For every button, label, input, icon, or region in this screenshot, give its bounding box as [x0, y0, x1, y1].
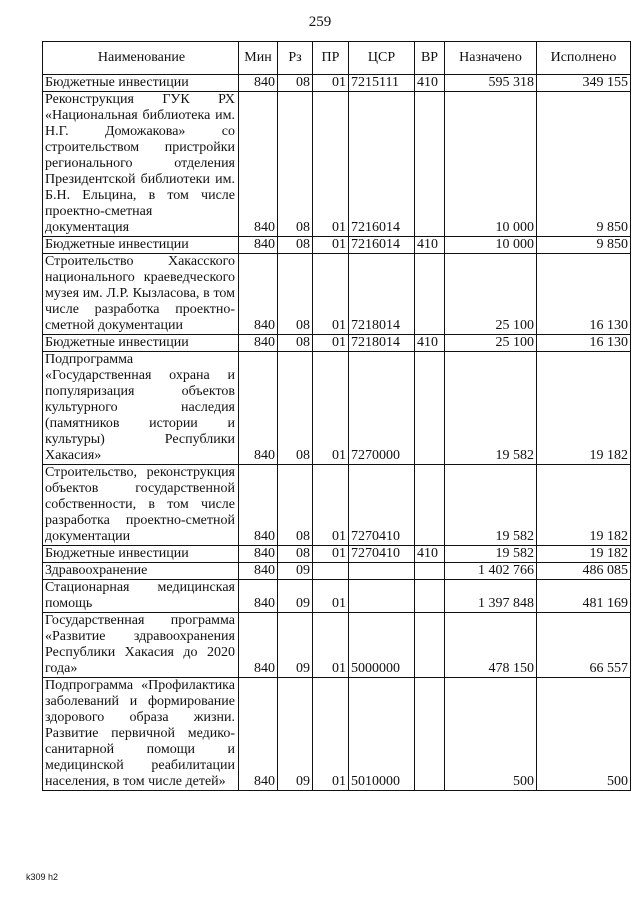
row-vr [415, 563, 445, 580]
row-executed: 19 182 [537, 352, 631, 465]
row-vr: 410 [415, 546, 445, 563]
row-assigned: 19 582 [445, 546, 537, 563]
row-executed: 19 182 [537, 465, 631, 546]
row-pr: 01 [313, 237, 349, 254]
row-pr: 01 [313, 75, 349, 92]
row-pr: 01 [313, 352, 349, 465]
table-row [43, 254, 631, 335]
row-min: 840 [239, 613, 278, 678]
row-pr: 01 [313, 254, 349, 335]
row-rz: 08 [278, 546, 313, 563]
row-pr: 01 [313, 92, 349, 237]
row-assigned: 19 582 [445, 352, 537, 465]
row-rz: 08 [278, 352, 313, 465]
row-rz: 09 [278, 613, 313, 678]
row-assigned: 478 150 [445, 613, 537, 678]
row-name: Строительство, реконструкция объектов государственной собственности, в том числе разработка проектно-сметной документации [43, 465, 239, 546]
row-min: 840 [239, 237, 278, 254]
table-header-row [43, 42, 631, 75]
row-pr: 01 [313, 613, 349, 678]
row-vr [415, 465, 445, 546]
row-assigned: 1 397 848 [445, 580, 537, 613]
row-rz: 09 [278, 563, 313, 580]
table-row [43, 75, 631, 92]
row-executed: 16 130 [537, 335, 631, 352]
row-pr: 01 [313, 465, 349, 546]
header-name: Наименование [43, 42, 239, 75]
row-csr: 5010000 [349, 678, 415, 791]
table-row [43, 563, 631, 580]
row-rz: 08 [278, 465, 313, 546]
row-rz: 08 [278, 237, 313, 254]
row-csr: 7218014 [349, 254, 415, 335]
row-assigned: 25 100 [445, 254, 537, 335]
budget-table [42, 41, 631, 791]
table-row [43, 465, 631, 546]
row-vr [415, 678, 445, 791]
row-rz: 08 [278, 75, 313, 92]
row-rz: 09 [278, 580, 313, 613]
row-min: 840 [239, 678, 278, 791]
header-min: Мин [239, 42, 278, 75]
row-min: 840 [239, 352, 278, 465]
row-vr: 410 [415, 75, 445, 92]
row-name: Бюджетные инвестиции [43, 237, 239, 254]
header-pr: ПР [313, 42, 349, 75]
row-min: 840 [239, 465, 278, 546]
table-row [43, 678, 631, 791]
row-min: 840 [239, 75, 278, 92]
row-name: Государственная программа «Развитие здравоохранения Республики Хакасия до 2020 года» [43, 613, 239, 678]
row-executed: 16 130 [537, 254, 631, 335]
row-assigned: 19 582 [445, 465, 537, 546]
row-vr: 410 [415, 335, 445, 352]
row-csr [349, 563, 415, 580]
table-row [43, 613, 631, 678]
row-vr [415, 254, 445, 335]
row-name: Реконструкция ГУК РХ «Национальная библиотека им. Н.Г. Доможакова» со строительством пристройки регионального отделения Президентской библиотеки им. Б.Н. Ельцина, в том числе проектно-сметная документация [43, 92, 239, 237]
row-csr: 7216014 [349, 237, 415, 254]
row-min: 840 [239, 335, 278, 352]
row-pr: 01 [313, 580, 349, 613]
row-executed: 19 182 [537, 546, 631, 563]
row-assigned: 10 000 [445, 92, 537, 237]
row-name: Бюджетные инвестиции [43, 546, 239, 563]
row-name: Здравоохранение [43, 563, 239, 580]
row-executed: 9 850 [537, 237, 631, 254]
row-csr: 7216014 [349, 92, 415, 237]
row-rz: 09 [278, 678, 313, 791]
header-vr: ВР [415, 42, 445, 75]
row-executed: 66 557 [537, 613, 631, 678]
row-pr: 01 [313, 678, 349, 791]
row-rz: 08 [278, 92, 313, 237]
row-vr [415, 352, 445, 465]
row-vr: 410 [415, 237, 445, 254]
row-name: Бюджетные инвестиции [43, 75, 239, 92]
row-pr: 01 [313, 546, 349, 563]
row-rz: 08 [278, 335, 313, 352]
row-rz: 08 [278, 254, 313, 335]
row-min: 840 [239, 563, 278, 580]
row-name: Строительство Хакасского национального краеведческого музея им. Л.Р. Кызласова, в том числе разработка проектно-сметной документации [43, 254, 239, 335]
row-csr [349, 580, 415, 613]
row-csr: 7218014 [349, 335, 415, 352]
table-row [43, 335, 631, 352]
row-pr: 01 [313, 335, 349, 352]
row-executed: 486 085 [537, 563, 631, 580]
row-min: 840 [239, 254, 278, 335]
row-name: Бюджетные инвестиции [43, 335, 239, 352]
row-executed: 500 [537, 678, 631, 791]
row-executed: 349 155 [537, 75, 631, 92]
row-csr: 7270000 [349, 352, 415, 465]
table-row [43, 237, 631, 254]
row-name: Стационарная медицинская помощь [43, 580, 239, 613]
row-assigned: 1 402 766 [445, 563, 537, 580]
row-vr [415, 92, 445, 237]
table-row [43, 352, 631, 465]
row-min: 840 [239, 92, 278, 237]
row-assigned: 25 100 [445, 335, 537, 352]
row-name: Подпрограмма «Государственная охрана и популяризация объектов культурного наследия (памятников истории и культуры) Республики Хакасия» [43, 352, 239, 465]
header-assigned: Назначено [445, 42, 537, 75]
header-csr: ЦСР [349, 42, 415, 75]
row-assigned: 10 000 [445, 237, 537, 254]
header-executed: Исполнено [537, 42, 631, 75]
row-csr: 5000000 [349, 613, 415, 678]
row-min: 840 [239, 580, 278, 613]
row-min: 840 [239, 546, 278, 563]
row-executed: 9 850 [537, 92, 631, 237]
row-assigned: 595 318 [445, 75, 537, 92]
table-row [43, 546, 631, 563]
row-vr [415, 613, 445, 678]
header-rz: Рз [278, 42, 313, 75]
page-number: 259 [308, 14, 332, 30]
table-row [43, 92, 631, 237]
row-name: Подпрограмма «Профилактика заболеваний и формирование здорового образа жизни. Развитие первичной медико-санитарной помощи и медицинской реабилитации населения, в том числе детей» [43, 678, 239, 791]
row-assigned: 500 [445, 678, 537, 791]
row-csr: 7215111 [349, 75, 415, 92]
row-csr: 7270410 [349, 465, 415, 546]
table-row [43, 580, 631, 613]
footer-code: k309 h2 [26, 872, 59, 882]
row-executed: 481 169 [537, 580, 631, 613]
row-csr: 7270410 [349, 546, 415, 563]
row-vr [415, 580, 445, 613]
row-pr [313, 563, 349, 580]
